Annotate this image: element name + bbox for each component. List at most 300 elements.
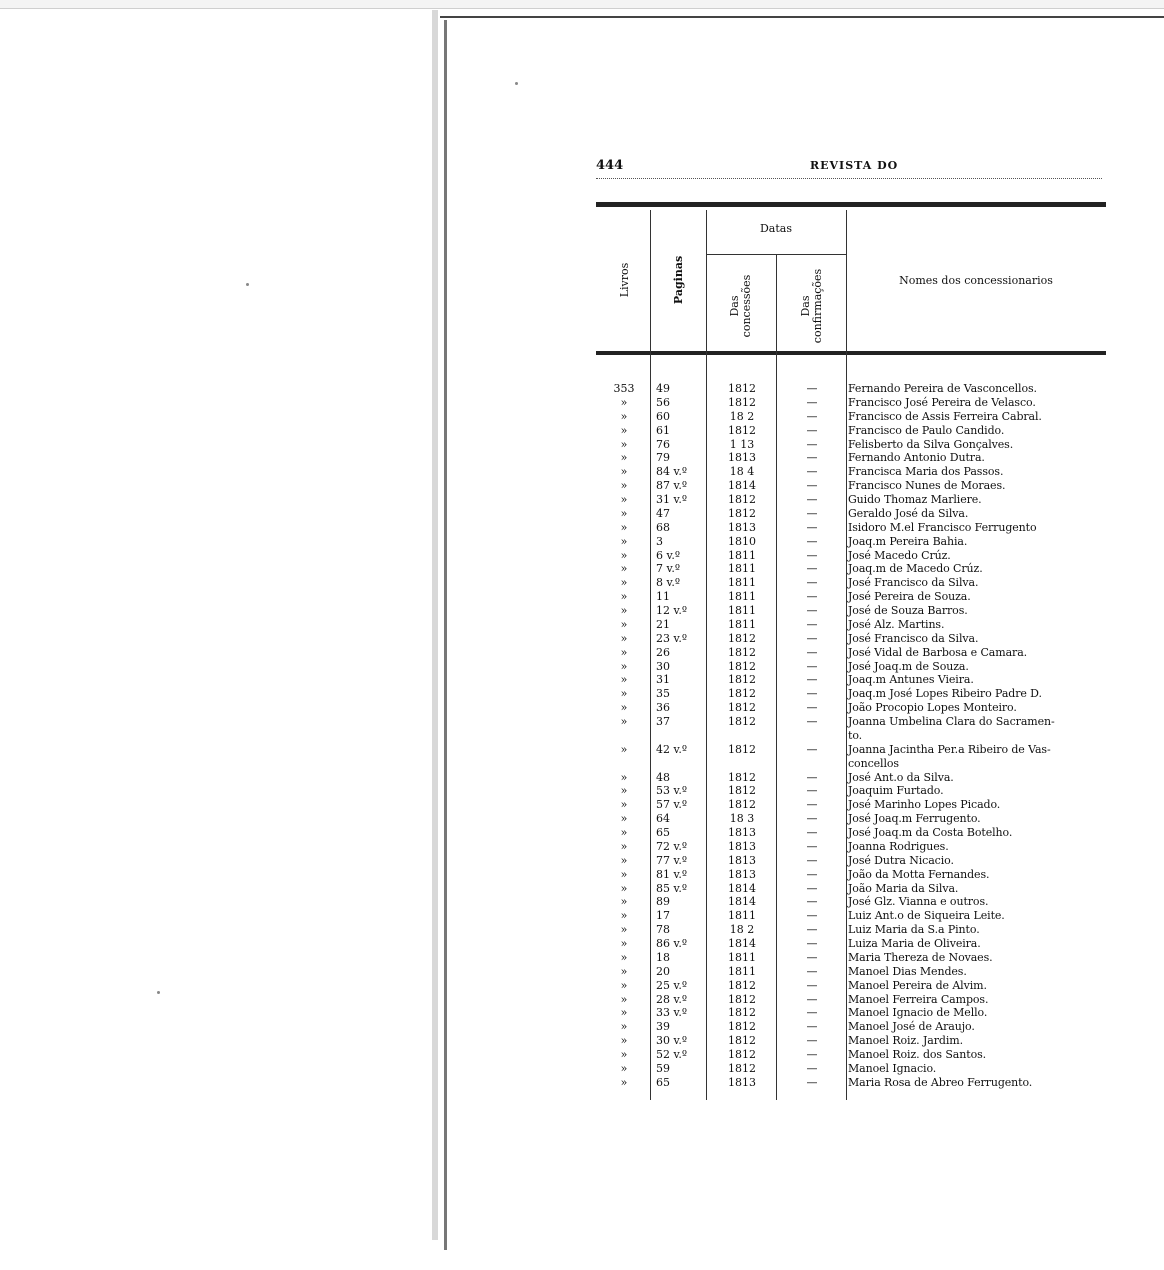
cell-confirmacao: — <box>806 853 818 867</box>
cell-nome: Joaq.m Antunes Vieira. <box>848 673 974 687</box>
cell-confirmacao: — <box>806 798 818 812</box>
cell-livro: » <box>620 742 628 756</box>
cell-livro: » <box>620 590 628 604</box>
table-row <box>596 687 1106 701</box>
cell-confirmacao: — <box>806 909 818 923</box>
cell-nome: João da Motta Fernandes. <box>848 867 990 881</box>
table-row <box>596 604 1106 618</box>
cell-pagina: 11 <box>656 590 670 604</box>
table-row <box>596 757 1106 771</box>
cell-nome: José Vidal de Barbosa e Camara. <box>848 645 1028 659</box>
cell-livro: » <box>620 798 628 812</box>
cell-nome: Francisca Maria dos Passos. <box>848 465 1004 479</box>
cell-livro: » <box>620 881 628 895</box>
cell-nome: Isidoro M.el Francisco Ferrugento <box>848 520 1037 534</box>
table-row <box>596 632 1106 646</box>
cell-pagina: 81 v.º <box>656 867 688 881</box>
cell-confirmacao: — <box>806 923 818 937</box>
cell-livro: » <box>620 978 628 992</box>
cell-confirmacao: — <box>806 687 818 701</box>
cell-pagina: 18 <box>656 950 670 964</box>
cell-pagina: 6 v.º <box>656 548 681 562</box>
table-row <box>596 798 1106 812</box>
cell-nome: Luiz Maria da S.a Pinto. <box>848 923 980 937</box>
cell-concessao: 1810 <box>728 534 756 548</box>
cell-pagina: 35 <box>656 687 670 701</box>
cell-confirmacao: — <box>806 576 818 590</box>
cell-pagina: 26 <box>656 645 670 659</box>
table-row <box>596 1020 1106 1034</box>
cell-livro: » <box>620 659 628 673</box>
cell-livro: » <box>620 895 628 909</box>
cell-nome: José Joaq.m Ferrugento. <box>848 812 981 826</box>
cell-concessao: 1812 <box>728 423 756 437</box>
cell-concessao: 1813 <box>728 839 756 853</box>
cell-pagina: 61 <box>656 423 670 437</box>
cell-concessao: 1811 <box>728 590 756 604</box>
cell-livro: » <box>620 534 628 548</box>
cell-concessao: 1812 <box>728 742 756 756</box>
cell-confirmacao: — <box>806 645 818 659</box>
cell-livro: » <box>620 687 628 701</box>
cell-confirmacao: — <box>806 465 818 479</box>
cell-nome: Manoel Ferreira Campos. <box>848 992 989 1006</box>
cell-concessao: 1812 <box>728 645 756 659</box>
table-body <box>596 382 1106 1090</box>
table-row <box>596 895 1106 909</box>
cell-nome: João Maria da Silva. <box>848 881 959 895</box>
cell-pagina: 12 v.º <box>656 604 688 617</box>
header-rule <box>596 178 1102 179</box>
cell-concessao: 1814 <box>728 895 756 909</box>
header-nomes: Nomes dos concessionarios <box>899 274 1053 287</box>
cell-concessao: 1812 <box>728 395 756 409</box>
cell-nome: Maria Thereza de Novaes. <box>848 950 993 964</box>
cell-nome: Manoel Pereira de Alvim. <box>848 978 987 992</box>
cell-confirmacao: — <box>806 715 818 728</box>
cell-livro: » <box>620 617 628 631</box>
cell-confirmacao: — <box>806 479 818 493</box>
table-row <box>596 1062 1106 1076</box>
cell-pagina: 65 <box>656 1075 670 1089</box>
cell-concessao: 1813 <box>728 853 756 867</box>
cell-confirmacao: — <box>806 520 818 534</box>
cell-livro: » <box>620 451 628 465</box>
table-row <box>596 660 1106 674</box>
cell-pagina: 78 <box>656 923 670 937</box>
cell-confirmacao: — <box>806 548 818 562</box>
cell-livro: » <box>620 1048 628 1061</box>
table-row <box>596 965 1106 979</box>
cell-livro: » <box>620 506 628 520</box>
cell-confirmacao: — <box>806 1034 818 1048</box>
cell-pagina: 76 <box>656 437 670 451</box>
cell-confirmacao: — <box>806 881 818 895</box>
cell-concessao: 1812 <box>728 687 756 701</box>
cell-livro: » <box>620 409 628 423</box>
cell-livro: » <box>620 520 628 534</box>
table-row <box>596 562 1106 576</box>
cell-confirmacao: — <box>806 937 818 950</box>
cell-confirmacao: — <box>806 409 818 423</box>
cell-pagina: 53 v.º <box>656 784 688 798</box>
cell-concessao: 1812 <box>728 506 756 520</box>
cell-livro: 353 <box>613 382 635 395</box>
cell-nome: Manoel José de Araujo. <box>848 1020 975 1034</box>
cell-livro: » <box>620 1020 628 1034</box>
cell-concessao: 1812 <box>728 673 756 687</box>
cell-nome: Joaq.m de Macedo Crúz. <box>848 562 983 576</box>
table-row <box>596 923 1106 937</box>
table-row <box>596 951 1106 965</box>
cell-concessao: 1812 <box>728 978 756 992</box>
table-row <box>596 646 1106 660</box>
cell-confirmacao: — <box>806 451 818 465</box>
table-row <box>596 993 1106 1007</box>
cell-nome: Joanna Umbelina Clara do Sacramen- <box>848 715 1055 728</box>
header-paginas: Paginas <box>672 255 685 305</box>
table-row <box>596 507 1106 521</box>
cell-nome: Manoel Dias Mendes. <box>848 964 967 978</box>
table-row <box>596 410 1106 424</box>
table-row <box>596 590 1106 604</box>
cell-concessao: 1813 <box>728 451 756 465</box>
cell-confirmacao: — <box>806 617 818 631</box>
cell-concessao: 18 4 <box>729 465 755 479</box>
header-das-concessoes: Das concessões <box>728 274 753 338</box>
cell-confirmacao: — <box>806 562 818 576</box>
table-row <box>596 576 1106 590</box>
cell-livro: » <box>620 937 628 950</box>
page-top-edge <box>440 16 1164 18</box>
cell-confirmacao: — <box>806 978 818 992</box>
cell-concessao: 1812 <box>728 715 756 728</box>
cell-confirmacao: — <box>806 839 818 853</box>
cell-confirmacao: — <box>806 395 818 409</box>
cell-concessao: 1812 <box>728 493 756 506</box>
table-row <box>596 1006 1106 1020</box>
cell-pagina: 21 <box>656 617 670 631</box>
table-row <box>596 424 1106 438</box>
cell-livro: » <box>620 576 628 590</box>
cell-livro: » <box>620 715 628 728</box>
cell-concessao: 1812 <box>728 784 756 798</box>
cell-concessao: 1811 <box>728 950 756 964</box>
table-row <box>596 673 1106 687</box>
cell-livro: » <box>620 784 628 798</box>
table-row <box>596 812 1106 826</box>
cell-pagina: 31 <box>656 673 670 687</box>
cell-pagina: 84 v.º <box>656 465 688 479</box>
cell-nome: Joaq.m José Lopes Ribeiro Padre D. <box>848 687 1042 701</box>
cell-nome: Geraldo José da Silva. <box>848 506 969 520</box>
cell-nome: Francisco de Paulo Candido. <box>848 423 1005 437</box>
cell-pagina: 72 v.º <box>656 839 688 853</box>
cell-confirmacao: — <box>806 1006 818 1020</box>
table-row <box>596 549 1106 563</box>
cell-pagina: 79 <box>656 451 670 465</box>
cell-pagina: 85 v.º <box>656 881 688 895</box>
table-row <box>596 535 1106 549</box>
datas-underline <box>706 254 846 255</box>
cell-nome: Joaquim Furtado. <box>848 784 944 798</box>
cell-concessao: 1812 <box>728 631 756 645</box>
cell-concessao: 1811 <box>728 604 756 617</box>
cell-livro: » <box>620 812 628 826</box>
cell-nome: Fernando Pereira de Vasconcellos. <box>848 382 1037 395</box>
header-datas: Datas <box>759 222 792 235</box>
page-header <box>596 158 1102 174</box>
cell-concessao: 1812 <box>728 992 756 1006</box>
cell-pagina: 20 <box>656 964 670 978</box>
cell-pagina: 60 <box>656 409 670 423</box>
cell-confirmacao: — <box>806 506 818 520</box>
cell-concessao: 1811 <box>728 562 756 576</box>
header-das-confirmacoes: Das confirmações <box>799 268 824 344</box>
table-row <box>596 396 1106 410</box>
cell-pagina: 39 <box>656 1020 670 1034</box>
cell-concessao: 1811 <box>728 617 756 631</box>
cell-livro: » <box>620 548 628 562</box>
cell-livro: » <box>620 853 628 867</box>
cell-livro: » <box>620 923 628 937</box>
cell-nome: Manoel Ignacio. <box>848 1061 937 1075</box>
cell-livro: » <box>620 673 628 687</box>
cell-confirmacao: — <box>806 1048 818 1061</box>
cell-nome: Felisberto da Silva Gonçalves. <box>848 437 1014 451</box>
table-top-rule <box>596 202 1106 207</box>
cell-pagina: 64 <box>656 812 670 826</box>
cell-nome: Manoel Ignacio de Mello. <box>848 1006 988 1020</box>
cell-livro: » <box>620 395 628 409</box>
cell-nome: Luiza Maria de Oliveira. <box>848 937 981 950</box>
cell-pagina: 48 <box>656 770 670 784</box>
cell-nome: José Marinho Lopes Picado. <box>848 798 1001 812</box>
cell-confirmacao: — <box>806 534 818 548</box>
cell-livro: » <box>620 631 628 645</box>
cell-livro: » <box>620 950 628 964</box>
cell-pagina: 30 v.º <box>656 1034 688 1048</box>
cell-concessao: 1813 <box>728 867 756 881</box>
cell-livro: » <box>620 909 628 923</box>
book-spine-edge <box>444 20 447 1250</box>
cell-pagina: 42 v.º <box>656 742 688 756</box>
table-row <box>596 771 1106 785</box>
cell-nome: Joaq.m Pereira Bahia. <box>848 534 968 548</box>
cell-nome: José Dutra Nicacio. <box>848 853 954 867</box>
cell-confirmacao: — <box>806 673 818 687</box>
cell-livro: » <box>620 1061 628 1075</box>
cell-pagina: 56 <box>656 395 670 409</box>
cell-nome: José de Souza Barros. <box>848 604 968 617</box>
cell-pagina: 3 <box>656 534 663 548</box>
table-row <box>596 493 1106 507</box>
cell-concessao: 1814 <box>728 881 756 895</box>
running-head: REVISTA DO <box>810 159 899 172</box>
cell-livro: » <box>620 562 628 576</box>
cell-concessao: 1814 <box>728 937 756 950</box>
cell-livro: » <box>620 423 628 437</box>
cell-confirmacao: — <box>806 742 818 756</box>
cell-pagina: 57 v.º <box>656 798 688 812</box>
concessions-table <box>596 202 1106 1102</box>
table-row <box>596 715 1106 729</box>
scan-top-margin <box>0 0 1164 9</box>
cell-nome: Francisco de Assis Ferreira Cabral. <box>848 409 1042 423</box>
cell-confirmacao: — <box>806 1061 818 1075</box>
header-livros: Livros <box>618 262 631 298</box>
table-row <box>596 618 1106 632</box>
cell-nome: José Joaq.m da Costa Botelho. <box>848 826 1013 839</box>
cell-nome: José Ant.o da Silva. <box>848 770 954 784</box>
cell-pagina: 8 v.º <box>656 576 681 590</box>
cell-livro: » <box>620 479 628 493</box>
cell-confirmacao: — <box>806 895 818 909</box>
table-row <box>596 784 1106 798</box>
table-row <box>596 826 1106 840</box>
cell-nome: Joanna Jacintha Per.a Ribeiro de Vas- <box>848 742 1051 756</box>
cell-pagina: 65 <box>656 826 670 839</box>
cell-nome: concellos <box>848 756 899 770</box>
cell-nome: Manoel Roiz. Jardim. <box>848 1034 963 1048</box>
table-row <box>596 701 1106 715</box>
cell-pagina: 17 <box>656 909 670 923</box>
cell-pagina: 68 <box>656 520 670 534</box>
cell-confirmacao: — <box>806 382 818 395</box>
cell-nome: José Macedo Crúz. <box>848 548 951 562</box>
cell-confirmacao: — <box>806 1020 818 1034</box>
cell-pagina: 59 <box>656 1061 670 1075</box>
cell-livro: » <box>620 604 628 617</box>
cell-concessao: 1814 <box>728 479 756 493</box>
cell-concessao: 1811 <box>728 909 756 923</box>
cell-confirmacao: — <box>806 423 818 437</box>
cell-concessao: 1812 <box>728 382 756 395</box>
cell-nome: Fernando Antonio Dutra. <box>848 451 985 465</box>
page-number: 444 <box>596 158 624 173</box>
table-row <box>596 479 1106 493</box>
cell-nome: José Glz. Vianna e outros. <box>848 895 989 909</box>
cell-concessao: 1812 <box>728 701 756 715</box>
cell-concessao: 1813 <box>728 520 756 534</box>
cell-confirmacao: — <box>806 950 818 964</box>
cell-confirmacao: — <box>806 867 818 881</box>
table-row <box>596 979 1106 993</box>
table-row <box>596 1076 1106 1090</box>
table-row <box>596 438 1106 452</box>
cell-concessao: 1812 <box>728 1034 756 1048</box>
cell-concessao: 1813 <box>728 1075 756 1089</box>
table-row <box>596 451 1106 465</box>
table-row <box>596 743 1106 757</box>
cell-pagina: 77 v.º <box>656 853 688 867</box>
cell-confirmacao: — <box>806 604 818 617</box>
cell-nome: José Alz. Martins. <box>848 617 945 631</box>
cell-confirmacao: — <box>806 701 818 715</box>
cell-pagina: 49 <box>656 382 670 395</box>
cell-pagina: 33 v.º <box>656 1006 688 1020</box>
cell-confirmacao: — <box>806 964 818 978</box>
table-row <box>596 465 1106 479</box>
cell-concessao: 1811 <box>728 576 756 590</box>
cell-livro: » <box>620 1034 628 1048</box>
cell-concessao: 1813 <box>728 826 756 839</box>
table-row <box>596 937 1106 951</box>
table-row <box>596 1034 1106 1048</box>
cell-concessao: 18 2 <box>729 923 755 937</box>
table-row <box>596 840 1106 854</box>
table-row <box>596 382 1106 396</box>
cell-confirmacao: — <box>806 992 818 1006</box>
cell-confirmacao: — <box>806 631 818 645</box>
cell-concessao: 18 2 <box>729 409 755 423</box>
scan-speck <box>515 82 518 85</box>
cell-confirmacao: — <box>806 590 818 604</box>
table-row <box>596 521 1106 535</box>
table-header-rule <box>596 351 1106 355</box>
cell-concessao: 1812 <box>728 1020 756 1034</box>
cell-pagina: 87 v.º <box>656 479 688 493</box>
cell-pagina: 23 v.º <box>656 631 688 645</box>
cell-nome: to. <box>848 728 863 742</box>
book-spine-shadow <box>432 10 438 1240</box>
cell-nome: José Joaq.m de Souza. <box>848 659 969 673</box>
cell-pagina: 7 v.º <box>656 562 681 576</box>
cell-pagina: 47 <box>656 506 670 520</box>
cell-nome: Joanna Rodrigues. <box>848 839 949 853</box>
cell-livro: » <box>620 867 628 881</box>
cell-pagina: 31 v.º <box>656 493 688 506</box>
cell-concessao: 1812 <box>728 798 756 812</box>
cell-confirmacao: — <box>806 784 818 798</box>
cell-nome: José Francisco da Silva. <box>848 631 979 645</box>
cell-pagina: 36 <box>656 701 670 715</box>
cell-concessao: 18 3 <box>729 812 755 826</box>
cell-nome: Maria Rosa de Abreo Ferrugento. <box>848 1075 1033 1089</box>
table-row <box>596 1048 1106 1062</box>
cell-nome: Manoel Roiz. dos Santos. <box>848 1048 987 1061</box>
cell-pagina: 25 v.º <box>656 978 688 992</box>
cell-livro: » <box>620 645 628 659</box>
scan-speck <box>246 283 249 286</box>
cell-concessao: 1811 <box>728 964 756 978</box>
cell-livro: » <box>620 701 628 715</box>
cell-confirmacao: — <box>806 659 818 673</box>
table-row <box>596 729 1106 743</box>
cell-pagina: 89 <box>656 895 670 909</box>
cell-livro: » <box>620 1006 628 1020</box>
cell-nome: João Procopio Lopes Monteiro. <box>848 701 1017 715</box>
cell-livro: » <box>620 839 628 853</box>
cell-confirmacao: — <box>806 812 818 826</box>
cell-confirmacao: — <box>806 826 818 839</box>
cell-livro: » <box>620 1075 628 1089</box>
cell-nome: Francisco Nunes de Moraes. <box>848 479 1006 493</box>
cell-livro: » <box>620 437 628 451</box>
cell-concessao: 1812 <box>728 1006 756 1020</box>
table-row <box>596 854 1106 868</box>
table-row <box>596 882 1106 896</box>
cell-livro: » <box>620 493 628 506</box>
cell-livro: » <box>620 465 628 479</box>
cell-pagina: 86 v.º <box>656 937 688 950</box>
table-row <box>596 868 1106 882</box>
cell-pagina: 52 v.º <box>656 1048 688 1061</box>
cell-nome: José Pereira de Souza. <box>848 590 971 604</box>
cell-pagina: 28 v.º <box>656 992 688 1006</box>
cell-livro: » <box>620 770 628 784</box>
cell-confirmacao: — <box>806 770 818 784</box>
